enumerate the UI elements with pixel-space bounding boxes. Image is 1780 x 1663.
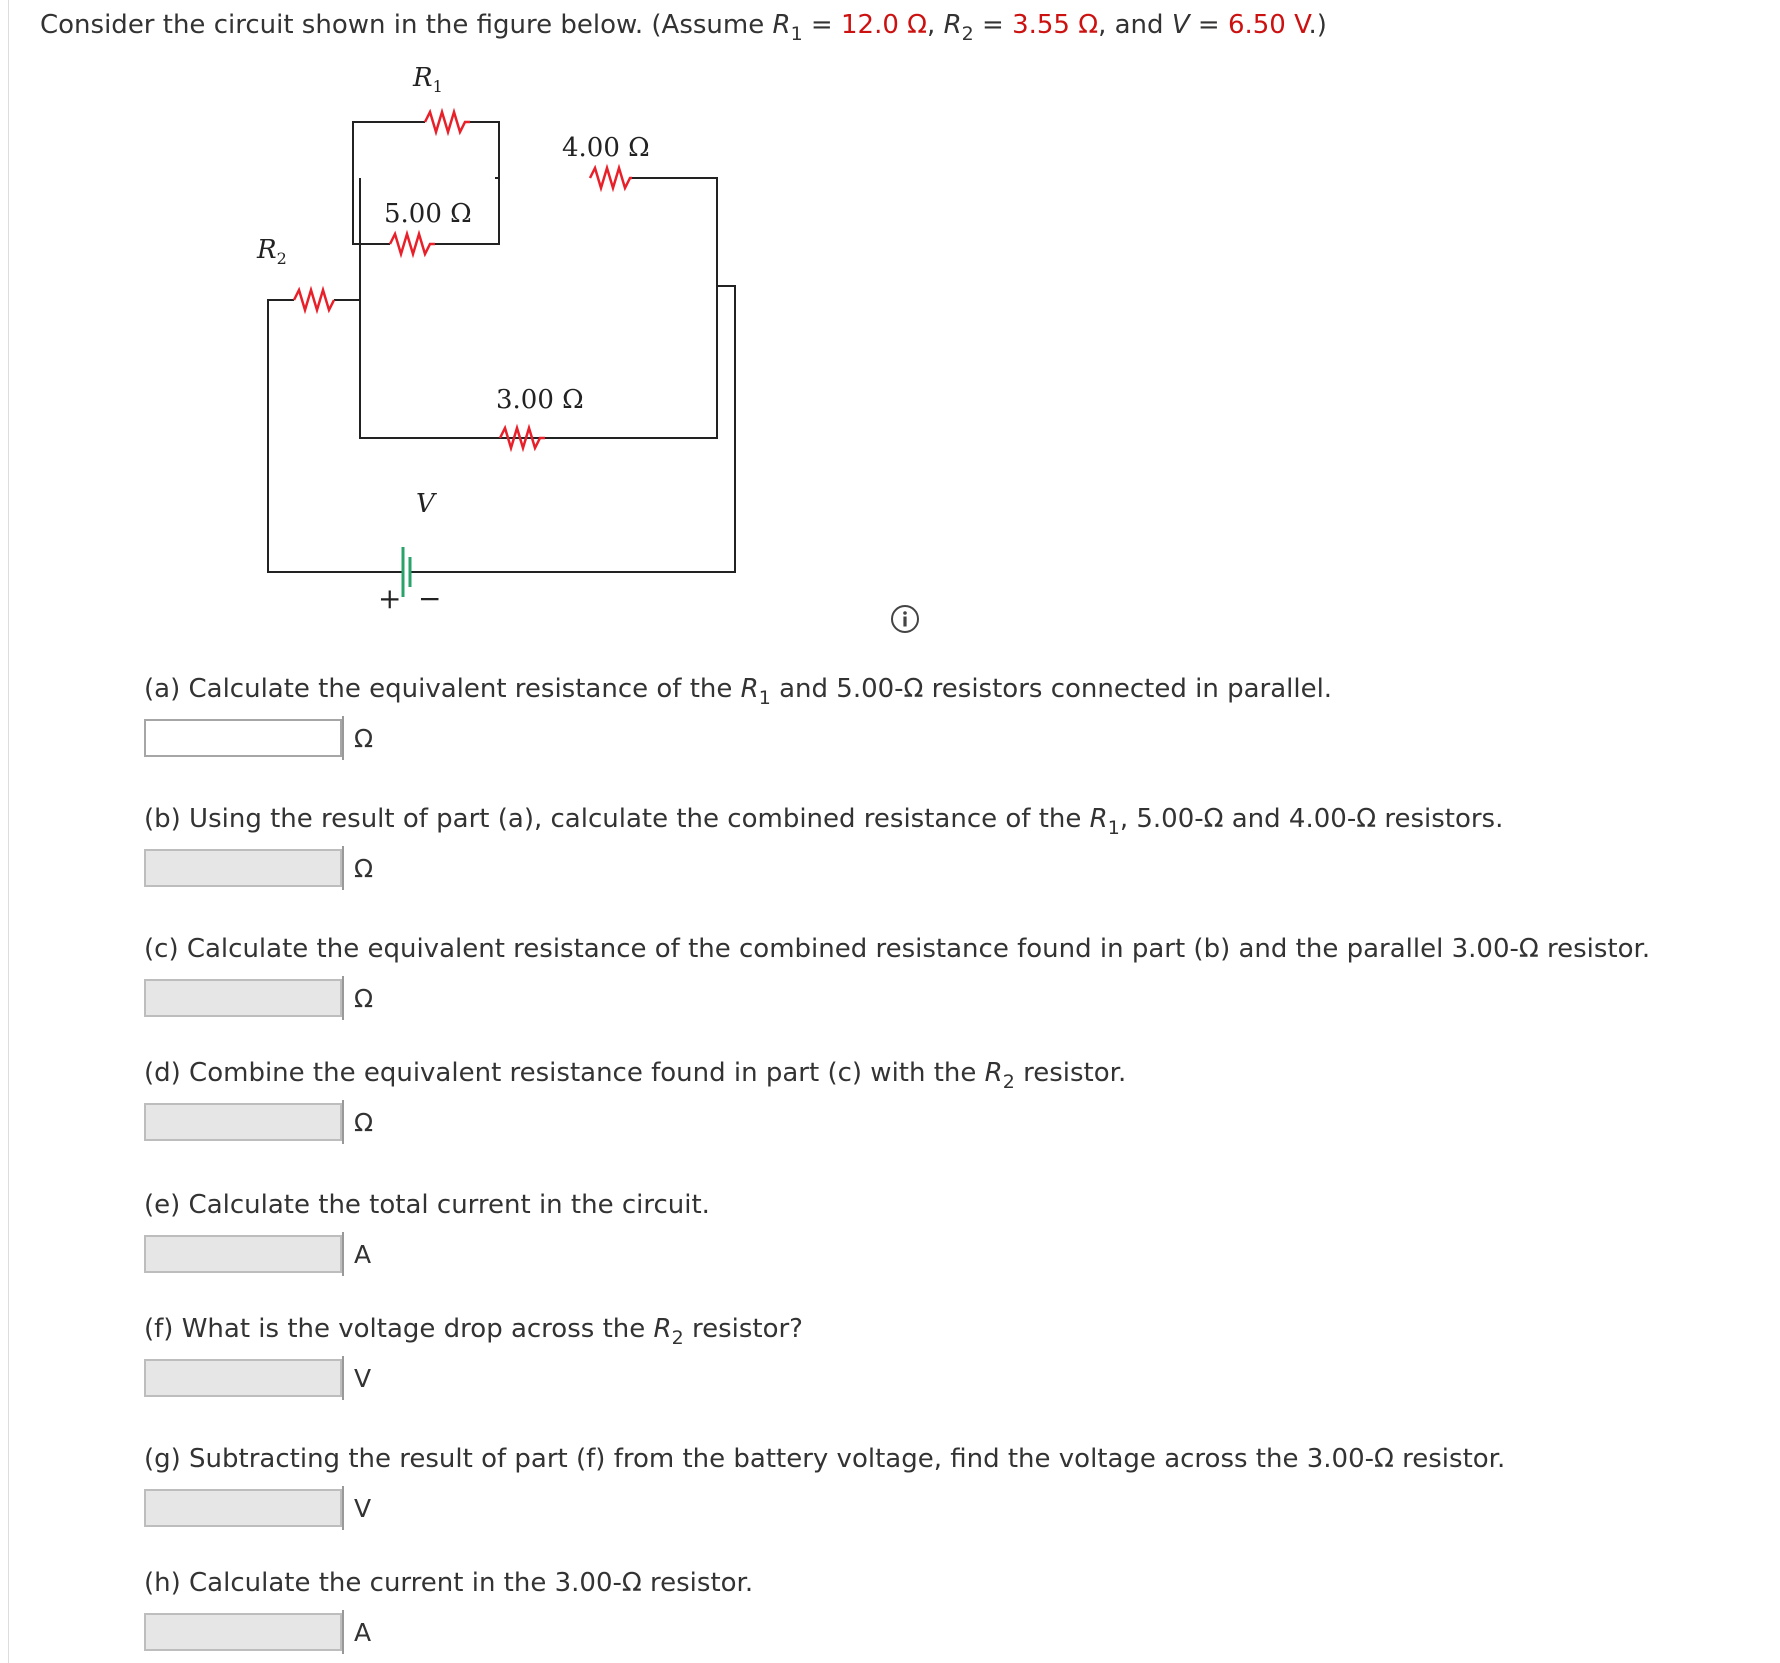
part-b-input[interactable]: [144, 849, 342, 887]
part-d-input[interactable]: [144, 1103, 342, 1141]
part-d-unit: Ω: [354, 1107, 374, 1137]
r1-value: 12.0 Ω: [841, 10, 928, 40]
part-e-input[interactable]: [144, 1235, 342, 1273]
part-e-unit: A: [354, 1239, 372, 1269]
part-b-question: (b) Using the result of part (a), calculate the combined resistance of the $R_1$, 5.00-Ω and 4.00-Ω resistors.: [144, 804, 1504, 839]
info-icon[interactable]: [890, 604, 920, 634]
problem-statement: Consider the circuit shown in the figure below. (Assume $R_1 = 12.0$ Ω, $R_2 = 3.55$ Ω, and V = 6.50 V.): [40, 10, 1327, 45]
part-d-question: (d) Combine the equivalent resistance found in part (c) with the $R_2$ resistor.: [144, 1058, 1127, 1093]
resistor-5-ohm: [390, 234, 435, 254]
part-a: [144, 672, 1332, 760]
battery-minus: −: [418, 582, 442, 615]
part-f-input[interactable]: [144, 1359, 342, 1397]
part-d: [144, 1056, 1126, 1144]
part-g-input[interactable]: [144, 1489, 342, 1527]
part-c: [144, 932, 1650, 1020]
v-value: 6.50 V: [1227, 10, 1309, 40]
part-g: [144, 1442, 1505, 1530]
res-4-label: 4.00 Ω: [562, 133, 650, 163]
part-g-unit: V: [354, 1493, 372, 1523]
part-b-unit: Ω: [354, 853, 374, 883]
part-a-unit: Ω: [354, 723, 374, 753]
resistor-r1: [425, 112, 470, 132]
resistor-r2: [294, 290, 334, 310]
part-f: [144, 1312, 803, 1400]
battery-plus: +: [378, 582, 402, 615]
part-h: [144, 1566, 753, 1654]
part-h-question: (h) Calculate the current in the 3.00-Ω resistor.: [144, 1568, 754, 1598]
part-a-input[interactable]: [144, 719, 342, 757]
battery-label: V: [416, 489, 435, 519]
r2-label: $R_2$: [257, 235, 287, 268]
part-c-unit: Ω: [354, 983, 374, 1013]
part-h-unit: A: [354, 1617, 372, 1647]
part-f-question: (f) What is the voltage drop across the $R_2$ resistor?: [144, 1314, 803, 1349]
part-a-question: (a) Calculate the equivalent resistance of the $R_1$ and 5.00-Ω resistors connected in parallel.: [144, 674, 1333, 709]
left-border: [8, 0, 9, 1663]
part-g-question: (g) Subtracting the result of part (f) from the battery voltage, find the voltage across the 3.00-Ω resistor.: [144, 1444, 1506, 1474]
circuit-diagram: [200, 62, 760, 632]
part-c-question: (c) Calculate the equivalent resistance of the combined resistance found in part (b) and the parallel 3.00-Ω resistor.: [144, 934, 1651, 964]
r2-value: 3.55 Ω: [1012, 10, 1099, 40]
r1-label: $R_1$: [413, 63, 443, 96]
part-f-unit: V: [354, 1363, 372, 1393]
part-c-input[interactable]: [144, 979, 342, 1017]
part-e: [144, 1188, 710, 1276]
res-5-label: 5.00 Ω: [384, 199, 472, 229]
part-e-question: (e) Calculate the total current in the circuit.: [144, 1190, 710, 1220]
battery: [403, 547, 410, 597]
part-b: [144, 802, 1503, 890]
circuit-wires: [268, 122, 735, 572]
part-h-input[interactable]: [144, 1613, 342, 1651]
resistor-4-ohm: [590, 168, 632, 188]
res-3-label: 3.00 Ω: [496, 385, 584, 415]
